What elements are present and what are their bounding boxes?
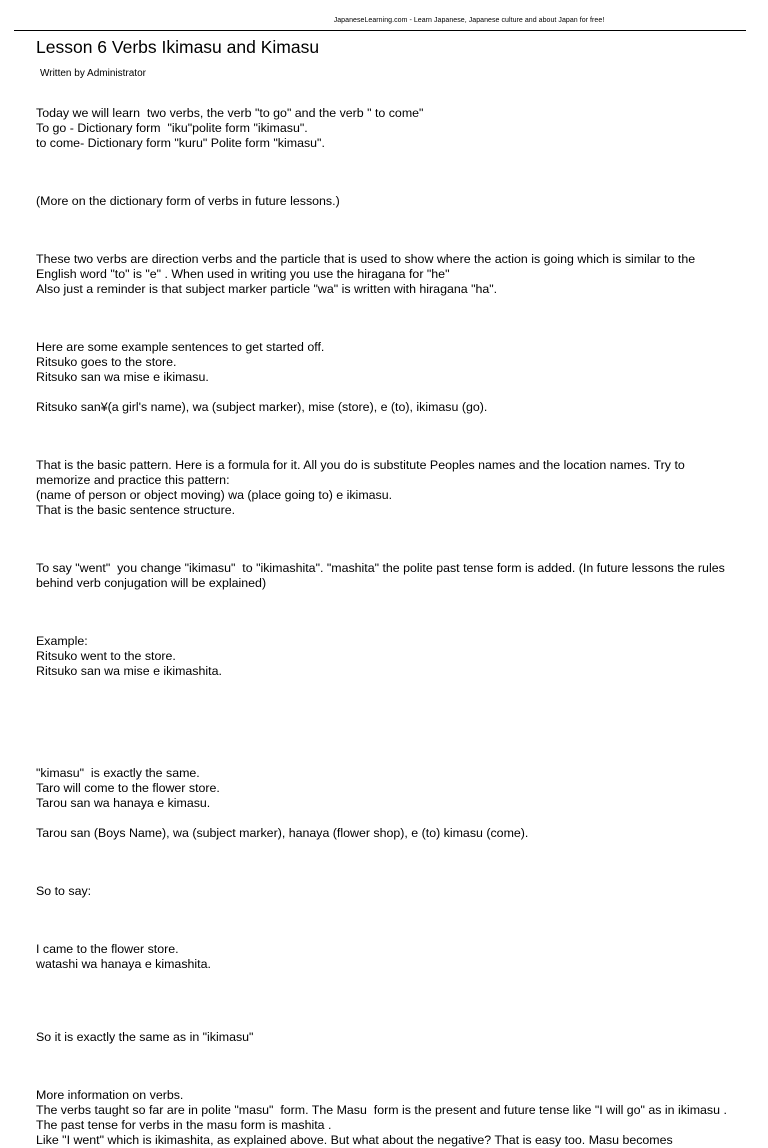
paragraph-line: Ritsuko went to the store.	[36, 649, 176, 663]
paragraph-line: Today we will learn two verbs, the verb "to go" and the verb " to come"	[36, 106, 424, 120]
article-paragraph	[36, 1088, 736, 1148]
article-paragraph	[36, 1030, 736, 1045]
site-header-line: JapaneseLearning.com - Learn Japanese, Japanese culture and about Japan for free!	[333, 17, 605, 24]
paragraph-line: That is the basic sentence structure.	[36, 503, 236, 517]
paragraph-line: Taro will come to the flower store.	[36, 781, 220, 795]
paragraph-line: Here are some example sentences to get started off.	[36, 340, 325, 354]
paragraph-line: The past tense for verbs in the masu form is mashita .	[36, 1118, 332, 1132]
paragraph-line: (More on the dictionary form of verbs in future lessons.)	[36, 194, 340, 208]
paragraph-line: Ritsuko san¥(a girl's name), wa (subject marker), mise (store), e (to), ikimasu (go).	[36, 400, 488, 414]
article-paragraph	[36, 340, 736, 385]
article-paragraph	[36, 252, 736, 297]
article-byline: Written by Administrator	[40, 68, 146, 79]
paragraph-line: To say "went" you change "ikimasu" to "ikimashita". "mashita" the polite past tense form is added. (In future lessons the rules behind verb conjugation will be explained)	[36, 561, 729, 590]
paragraph-line: Tarou san (Boys Name), wa (subject marker), hanaya (flower shop), e (to) kimasu (come).	[36, 826, 529, 840]
paragraph-line: Tarou san wa hanaya e kimasu.	[36, 796, 211, 810]
paragraph-line: Ritsuko san wa mise e ikimashita.	[36, 664, 222, 678]
paragraph-line: The verbs taught so far are in polite "masu" form. The Masu form is the present and future tense like "I will go" as in ikimasu .	[36, 1103, 727, 1117]
article-paragraph	[36, 942, 736, 972]
article-paragraph	[36, 106, 736, 151]
article-paragraph	[36, 400, 736, 415]
article-paragraph	[36, 634, 736, 679]
paragraph-line: watashi wa hanaya e kimashita.	[36, 957, 211, 971]
paragraph-line: More information on verbs.	[36, 1088, 184, 1102]
paragraph-line: That is the basic pattern. Here is a formula for it. All you do is substitute Peoples names and the location names. Try to memorize and practice this pattern:	[36, 458, 689, 487]
article-paragraph	[36, 194, 736, 209]
paragraph-line: Like "I went" which is ikimashita, as explained above. But what about the negative? That is easy too. Masu becomes	[36, 1133, 673, 1147]
paragraph-line: Ritsuko goes to the store.	[36, 355, 177, 369]
header-divider	[14, 30, 746, 31]
article-paragraph	[36, 766, 736, 811]
article-paragraph	[36, 884, 736, 899]
paragraph-line: Ritsuko san wa mise e ikimasu.	[36, 370, 209, 384]
article-paragraph	[36, 826, 736, 841]
paragraph-line: I came to the flower store.	[36, 942, 179, 956]
article-title: Lesson 6 Verbs Ikimasu and Kimasu	[36, 37, 320, 57]
article-paragraph	[36, 458, 736, 518]
paragraph-line: to come- Dictionary form "kuru" Polite form "kimasu".	[36, 136, 325, 150]
article-paragraph	[36, 561, 736, 591]
paragraph-line: To go - Dictionary form "iku"polite form "ikimasu".	[36, 121, 308, 135]
paragraph-line: "kimasu" is exactly the same.	[36, 766, 200, 780]
article-body	[36, 106, 736, 1148]
paragraph-line: These two verbs are direction verbs and the particle that is used to show where the action is going which is similar to the English word "to" is "e" . When used in writing you use the hiragana for "he"	[36, 252, 699, 281]
paragraph-line: So it is exactly the same as in "ikimasu"	[36, 1030, 254, 1044]
paragraph-line: Also just a reminder is that subject marker particle "wa" is written with hiragana "ha".	[36, 282, 498, 296]
paragraph-line: So to say:	[36, 884, 92, 898]
paragraph-line: (name of person or object moving) wa (place going to) e ikimasu.	[36, 488, 393, 502]
paragraph-line: Example:	[36, 634, 88, 648]
